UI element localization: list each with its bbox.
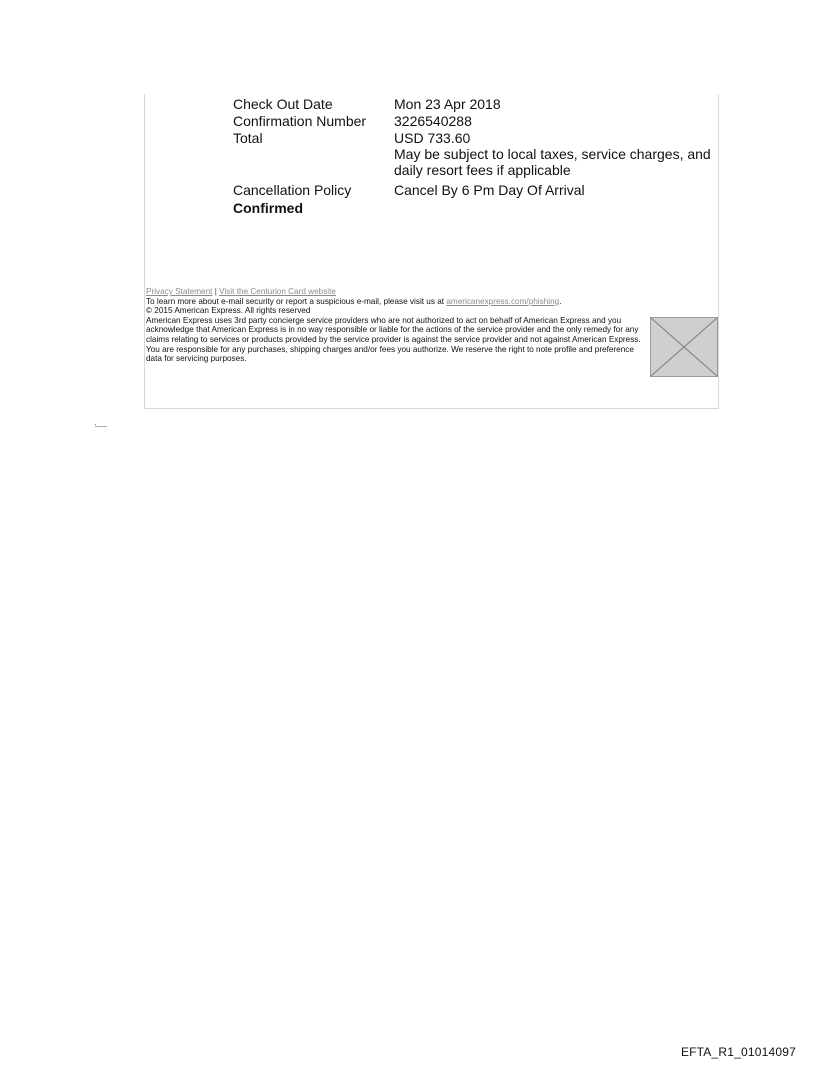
- confirmation-number-value: 3226540288: [394, 113, 472, 129]
- stray-mark-graphic: [95, 424, 107, 428]
- security-notice: [146, 297, 646, 307]
- check-out-value: Mon 23 Apr 2018: [394, 96, 501, 112]
- total-tax-note: May be subject to local taxes, service charges, and daily resort fees if applicable: [394, 146, 711, 178]
- phishing-link[interactable]: americanexpress.com/phishing: [446, 296, 560, 306]
- confirmation-number-label: Confirmation Number: [233, 113, 367, 129]
- footer-links: [146, 287, 646, 297]
- security-end: .: [559, 296, 562, 306]
- privacy-statement-link[interactable]: Privacy Statement: [146, 287, 213, 296]
- cancellation-policy-label: Cancellation Policy: [233, 182, 352, 198]
- booking-details: [233, 96, 713, 216]
- copyright-text: © 2015 American Express. All rights reserved: [146, 306, 311, 316]
- disclaimer-text: American Express uses 3rd party concierge service providers who are not authorized to act on behalf of American Express and you acknowledge that American Express is in no way responsible or liable for the actions of the service provider and the only remedy for any claims relating to services or products provided by the service provider is against the service provider and not against American Express. You are responsible for any purchases, shipping charges and/or fees you authorize. We reserve the right to note profile and preference data for servicing purposes.: [146, 315, 641, 364]
- total-label: Total: [233, 130, 263, 146]
- security-text: To learn more about e-mail security or report a suspicious e-mail, please visit us at: [146, 296, 445, 306]
- booking-status: Confirmed: [233, 200, 303, 216]
- check-out-label: Check Out Date: [233, 96, 333, 112]
- confirmation-number-row: [233, 113, 713, 129]
- cancellation-policy-value: Cancel By 6 Pm Day Of Arrival: [394, 182, 585, 198]
- document-id: EFTA_R1_01014097: [680, 1045, 796, 1059]
- stray-mark: [95, 424, 107, 428]
- link-separator: |: [214, 287, 217, 296]
- total-value: USD 733.60: [394, 130, 471, 146]
- check-out-row: [233, 96, 713, 112]
- image-cross-graphic: [651, 318, 717, 376]
- centurion-card-link[interactable]: Visit the Centurion Card website: [219, 287, 336, 296]
- total-row: [233, 130, 713, 178]
- cancellation-policy-row: [233, 182, 713, 198]
- broken-image-placeholder-icon: [650, 317, 718, 377]
- email-footer: [146, 287, 646, 364]
